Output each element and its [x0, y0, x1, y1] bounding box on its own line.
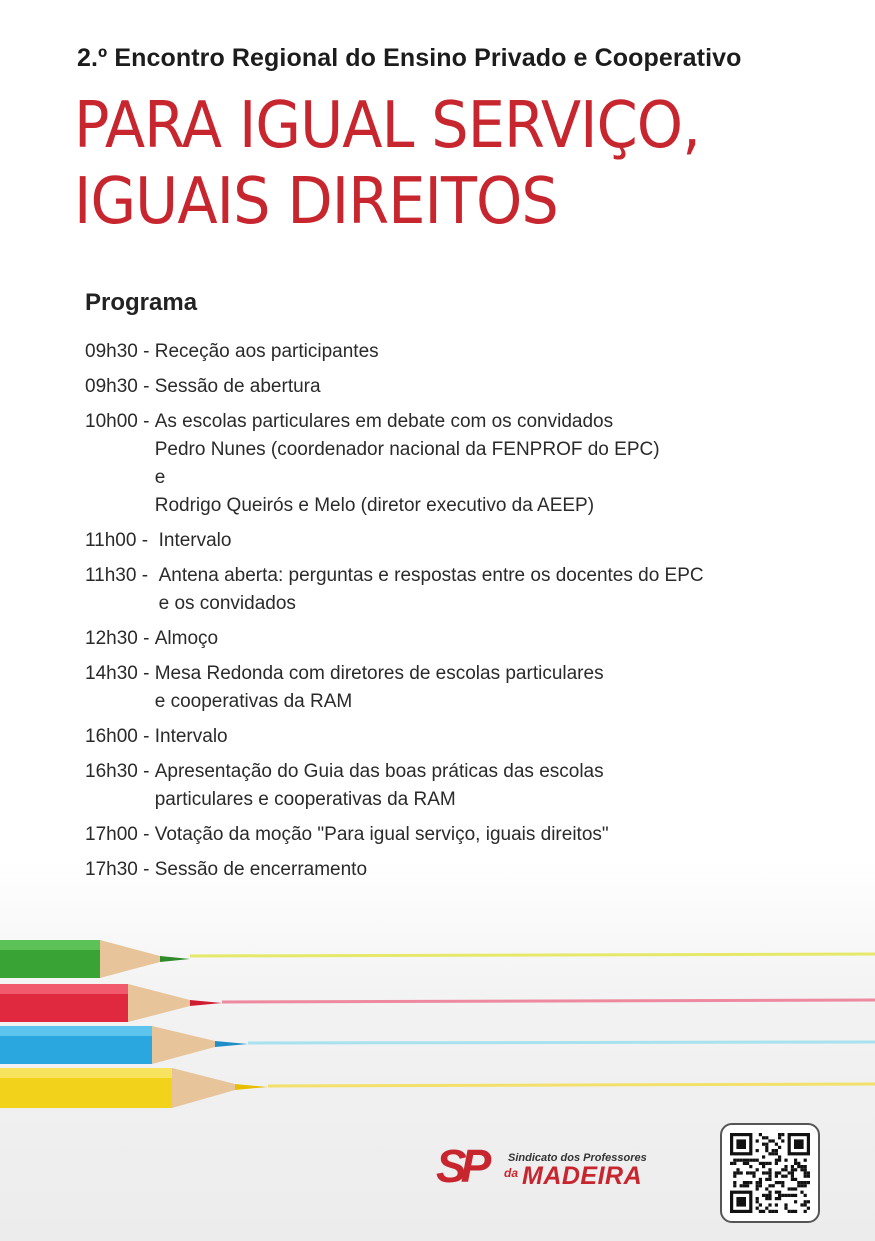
schedule-time: 09h30 -: [85, 376, 155, 397]
yellow-line: [190, 954, 875, 956]
schedule-time: 16h30 -: [85, 761, 155, 782]
schedule-time: 12h30 -: [85, 628, 155, 649]
yellow-line-2: [268, 1084, 875, 1086]
schedule-description-line: Antena aberta: perguntas e respostas entre os docentes do EPC: [158, 565, 704, 586]
colored-pencils-illustration: [0, 930, 875, 1120]
schedule-description-line: As escolas particulares em debate com os convidados: [154, 411, 614, 432]
schedule-description: [155, 408, 845, 520]
schedule-description-line: e os convidados: [158, 593, 296, 614]
schedule-description-line: particulares e cooperativas da RAM: [154, 789, 456, 810]
schedule-description-line: Rodrigo Queirós e Melo (diretor executivo da AEEP): [154, 495, 595, 516]
schedule-item: [85, 821, 845, 849]
blue-pencil: [0, 1026, 248, 1064]
schedule-description-line: e: [154, 467, 166, 488]
red-line: [222, 1000, 875, 1002]
schedule-description: [155, 625, 845, 653]
schedule-description-line: Sessão de abertura: [154, 376, 321, 397]
schedule-description-line: Receção aos participantes: [154, 341, 379, 362]
headline-line-2: IGUAIS DIREITOS: [74, 165, 558, 239]
schedule-time: 17h30 -: [85, 859, 155, 880]
schedule-description: [159, 562, 845, 618]
schedule-item: [85, 338, 845, 366]
schedule-item: [85, 758, 845, 814]
schedule-description-line: Almoço: [154, 628, 219, 649]
schedule-time: 17h00 -: [85, 824, 155, 845]
schedule-description-line: Intervalo: [154, 726, 228, 747]
schedule-time: 11h00 -: [85, 530, 159, 551]
schedule-time: 10h00 -: [85, 411, 155, 432]
schedule-description-line: Pedro Nunes (coordenador nacional da FENPROF do EPC): [154, 439, 660, 460]
logo-mark: SP: [436, 1140, 486, 1192]
schedule-time: 11h30 -: [85, 565, 159, 586]
program-schedule: [85, 338, 845, 891]
schedule-item: [85, 625, 845, 653]
yellow-pencil: [0, 1068, 268, 1108]
schedule-description: [155, 856, 845, 884]
green-pencil: [0, 940, 190, 978]
cyan-line: [248, 1042, 875, 1043]
logo-small-text: Sindicato dos Professores: [508, 1152, 647, 1164]
schedule-description: [155, 723, 845, 751]
schedule-description: [159, 527, 845, 555]
logo-big-text: MADEIRA: [522, 1162, 643, 1190]
event-subtitle: 2.º Encontro Regional do Ensino Privado e Cooperativo: [77, 44, 742, 72]
schedule-time: 14h30 -: [85, 663, 155, 684]
schedule-item: [85, 562, 845, 618]
schedule-item: [85, 373, 845, 401]
schedule-description-line: Mesa Redonda com diretores de escolas particulares: [154, 663, 604, 684]
schedule-item: [85, 723, 845, 751]
schedule-description: [155, 338, 845, 366]
qr-code-pattern: [730, 1133, 810, 1213]
schedule-description-line: Sessão de encerramento: [154, 859, 368, 880]
schedule-item: [85, 408, 845, 520]
schedule-description: [155, 373, 845, 401]
logo-da-text: da: [504, 1166, 519, 1180]
red-pencil: [0, 984, 222, 1022]
schedule-description-line: e cooperativas da RAM: [154, 691, 353, 712]
schedule-item: [85, 527, 845, 555]
headline-line-1: PARA IGUAL SERVIÇO,: [74, 89, 701, 163]
qr-code-icon[interactable]: [720, 1123, 820, 1223]
schedule-item: [85, 660, 845, 716]
schedule-item: [85, 856, 845, 884]
schedule-description: [155, 660, 845, 716]
schedule-description-line: Intervalo: [158, 530, 232, 551]
schedule-time: 16h00 -: [85, 726, 155, 747]
schedule-description: [155, 758, 845, 814]
event-headline: [74, 88, 792, 240]
schedule-time: 09h30 -: [85, 341, 155, 362]
union-logo: [436, 1140, 686, 1192]
program-title: Programa: [85, 289, 198, 316]
schedule-description: [155, 821, 845, 849]
schedule-description-line: Apresentação do Guia das boas práticas das escolas: [154, 761, 604, 782]
schedule-description-line: Votação da moção "Para igual serviço, iguais direitos": [154, 824, 609, 845]
